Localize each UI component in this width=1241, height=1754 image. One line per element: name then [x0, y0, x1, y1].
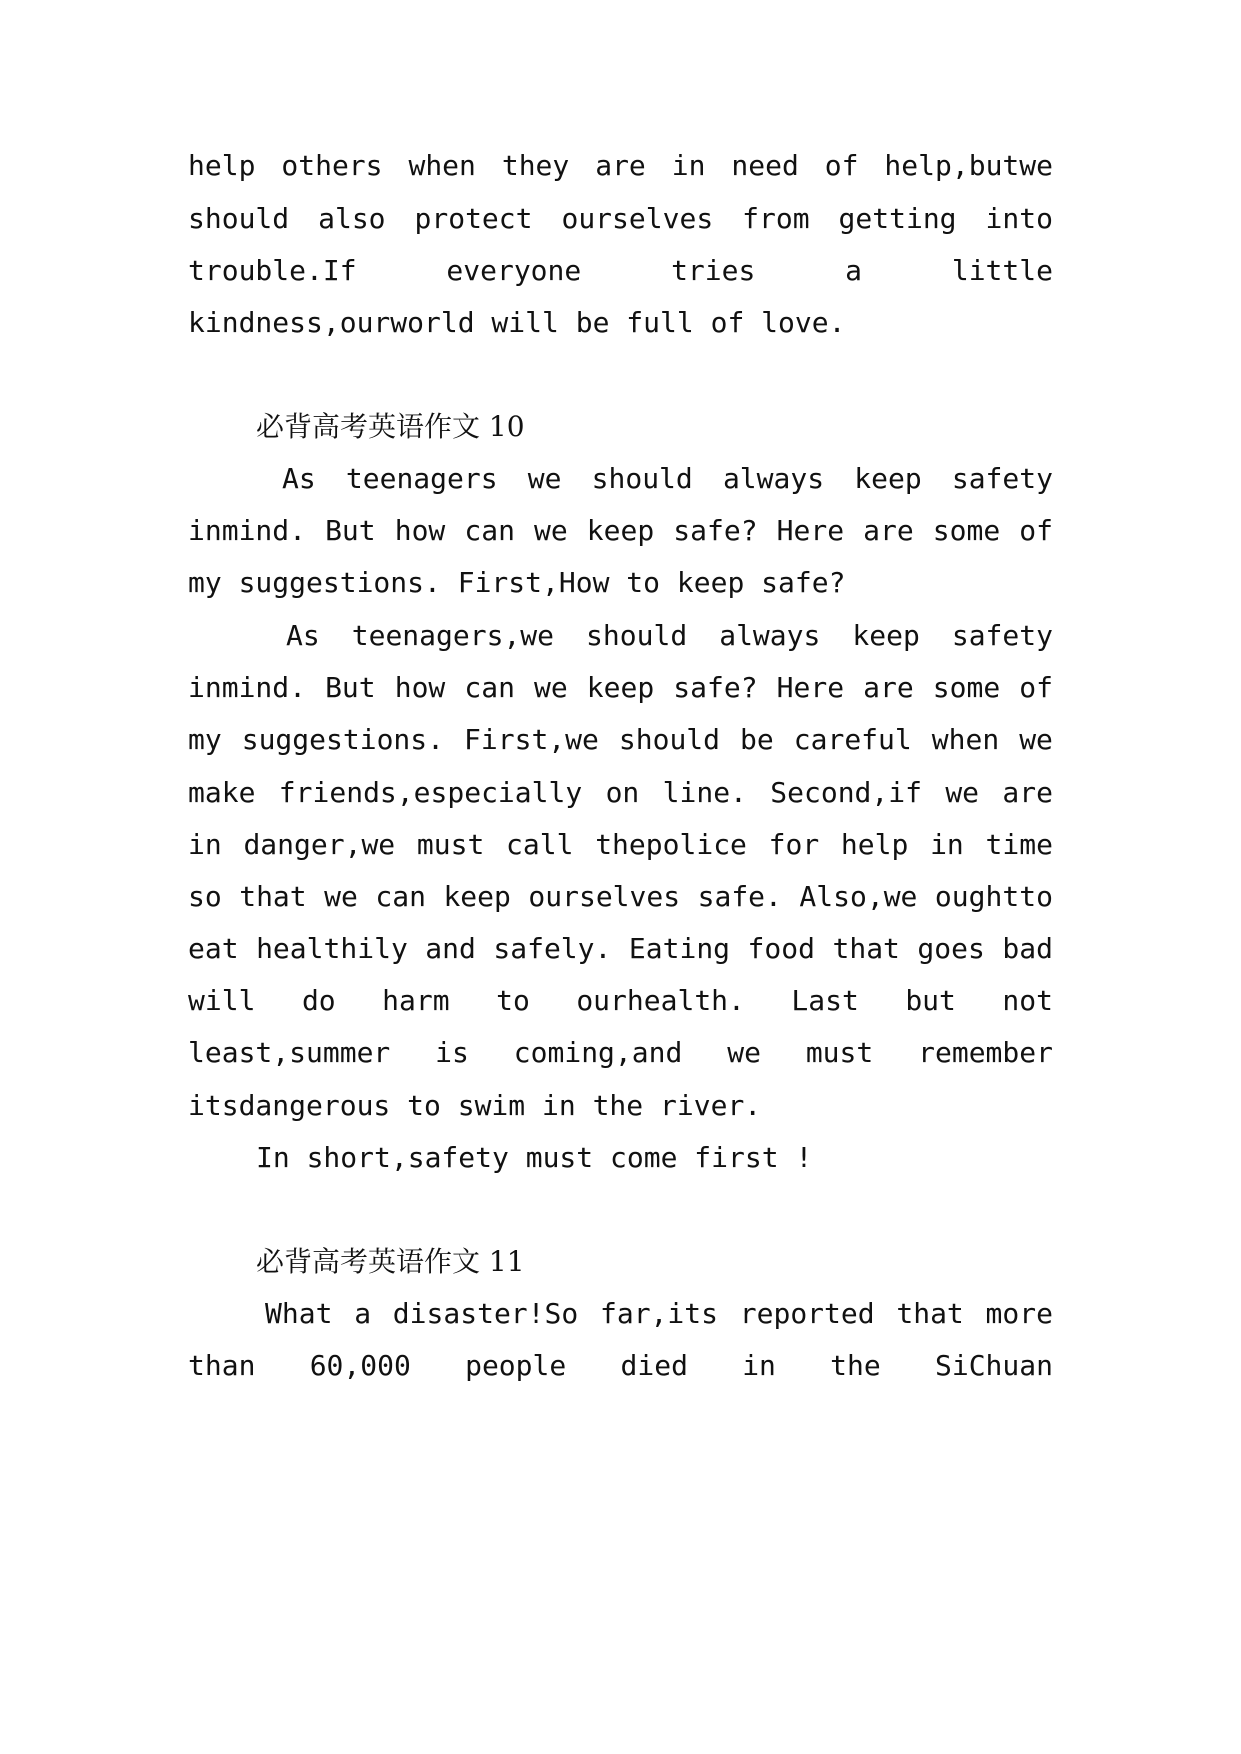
word: As — [286, 619, 320, 652]
word: trouble.If — [188, 254, 357, 287]
word: must — [416, 828, 485, 861]
word: goes — [917, 932, 985, 965]
word: eat — [188, 932, 239, 965]
word: First,we — [464, 723, 599, 756]
word: on — [605, 776, 640, 809]
word: line. — [662, 776, 747, 809]
word: not — [1002, 984, 1053, 1017]
word: tries — [671, 254, 756, 287]
word: we — [534, 514, 568, 547]
word: the — [830, 1349, 881, 1382]
word: safety — [951, 462, 1053, 495]
word: that — [896, 1297, 964, 1330]
word: ourselves — [561, 202, 714, 235]
word: we — [324, 880, 358, 913]
word: do — [301, 984, 336, 1017]
word: are — [595, 149, 646, 182]
text-line — [188, 190, 1053, 248]
text-line — [188, 868, 1053, 926]
word: of — [1019, 671, 1053, 704]
word: suggestions. — [241, 723, 445, 756]
word: of — [1019, 514, 1053, 547]
word: As — [282, 462, 316, 495]
word: call — [506, 828, 574, 861]
word: in — [930, 828, 964, 861]
word: oughtto — [934, 880, 1053, 913]
word: inmind. — [188, 514, 307, 547]
word: more — [985, 1297, 1053, 1330]
word: some — [932, 514, 1001, 547]
word: that — [832, 932, 900, 965]
word: getting — [838, 202, 957, 235]
word: need — [731, 149, 799, 182]
word: when — [408, 149, 476, 182]
word: ourhealth. — [576, 984, 745, 1017]
word: safe? — [673, 671, 758, 704]
word: everyone — [446, 254, 582, 287]
word: can — [375, 880, 426, 913]
word: in — [742, 1349, 776, 1382]
text-line: itsdangerous to swim in the river. — [188, 1089, 762, 1122]
word: keep — [586, 514, 655, 547]
word: keep — [852, 619, 920, 652]
text-line — [188, 242, 1053, 300]
word: What — [265, 1297, 333, 1330]
word: safe. — [697, 880, 782, 913]
word: how — [394, 671, 446, 704]
word: must — [805, 1036, 874, 1069]
word: friends,especially — [278, 776, 583, 809]
word: always — [719, 619, 821, 652]
text-line — [188, 137, 1053, 195]
word: thepolice — [595, 828, 747, 861]
word: a — [354, 1297, 372, 1330]
word: will — [188, 984, 256, 1017]
word: in — [188, 828, 222, 861]
section-heading: 必背高考英语作文 10 — [256, 410, 525, 443]
word: inmind. — [188, 671, 307, 704]
word: should — [591, 462, 693, 495]
word: so — [188, 880, 222, 913]
word: help,butwe — [884, 149, 1053, 182]
text-line — [188, 502, 1053, 560]
word: others — [281, 149, 383, 182]
word: for — [768, 828, 820, 861]
word: we — [945, 776, 980, 809]
word: teenagers,we — [351, 619, 555, 652]
word: should — [618, 723, 721, 756]
word: time — [985, 828, 1053, 861]
word: 60,000 — [309, 1349, 411, 1382]
section-heading: 必背高考英语作文 11 — [256, 1245, 525, 1278]
word: that — [239, 880, 307, 913]
word: some — [932, 671, 1001, 704]
text-line — [286, 607, 1053, 665]
word: remember — [918, 1036, 1053, 1069]
word: But — [325, 671, 376, 704]
word: is — [435, 1036, 469, 1069]
word: make — [188, 776, 256, 809]
word: bad — [1002, 932, 1053, 965]
word: keep — [586, 671, 655, 704]
word: little — [951, 254, 1053, 287]
word: harm — [382, 984, 450, 1017]
word: a — [845, 254, 863, 287]
word: people — [465, 1349, 567, 1382]
word: they — [501, 149, 570, 182]
word: from — [742, 202, 810, 235]
word: ourselves — [528, 880, 681, 913]
word: are — [863, 514, 914, 547]
word: can — [464, 671, 515, 704]
word: we — [727, 1036, 761, 1069]
word: But — [325, 514, 376, 547]
word: help — [840, 828, 909, 861]
word: protect — [414, 202, 533, 235]
word: be — [740, 723, 774, 756]
word: into — [985, 202, 1053, 235]
word: Also,we — [799, 880, 918, 913]
word: should — [188, 202, 290, 235]
word: disaster!So — [392, 1297, 579, 1330]
text-line — [188, 1024, 1053, 1082]
word: SiChuan — [934, 1349, 1053, 1382]
word: help — [188, 149, 256, 182]
word: Here — [776, 671, 845, 704]
word: least,summer — [188, 1036, 391, 1069]
word: danger,we — [243, 828, 396, 861]
word: far,its — [599, 1297, 718, 1330]
word: teenagers — [345, 462, 498, 495]
text-line — [188, 711, 1053, 769]
word: we — [527, 462, 562, 495]
word: in — [671, 149, 706, 182]
word: Last — [791, 984, 859, 1017]
word: careful — [793, 723, 912, 756]
word: can — [464, 514, 515, 547]
text-line: kindness,ourworld will be full of love. — [188, 306, 846, 339]
word: Eating — [628, 932, 731, 965]
word: food — [747, 932, 815, 965]
text-line: my suggestions. First,How to keep safe? — [188, 566, 846, 599]
text-line — [188, 816, 1053, 874]
word: of — [824, 149, 859, 182]
word: how — [394, 514, 446, 547]
text-line — [188, 920, 1053, 978]
word: healthily — [256, 932, 408, 965]
closing-line: In short,safety must come first ! — [256, 1141, 813, 1174]
word: reported — [739, 1297, 875, 1330]
word: always — [722, 462, 825, 495]
text-line — [188, 764, 1053, 822]
word: are — [1002, 776, 1053, 809]
word: but — [905, 984, 956, 1017]
word: when — [931, 723, 1000, 756]
word: are — [863, 671, 914, 704]
word: died — [620, 1349, 688, 1382]
word: keep — [854, 462, 922, 495]
word: coming,and — [513, 1036, 683, 1069]
word: we — [534, 671, 568, 704]
text-line — [188, 1337, 1053, 1395]
word: to — [496, 984, 530, 1017]
word: also — [318, 202, 386, 235]
text-line — [188, 659, 1053, 717]
word: keep — [443, 880, 511, 913]
text-line — [188, 972, 1053, 1030]
word: safe? — [673, 514, 758, 547]
word: should — [586, 619, 688, 652]
text-line — [265, 1285, 1053, 1343]
word: my — [188, 723, 222, 756]
word: Here — [776, 514, 845, 547]
word: we — [1019, 723, 1053, 756]
text-line — [282, 450, 1053, 508]
word: than — [188, 1349, 256, 1382]
word: safely. — [493, 932, 612, 965]
word: Second,if — [770, 776, 922, 809]
word: safety — [951, 619, 1053, 652]
word: and — [425, 932, 476, 965]
